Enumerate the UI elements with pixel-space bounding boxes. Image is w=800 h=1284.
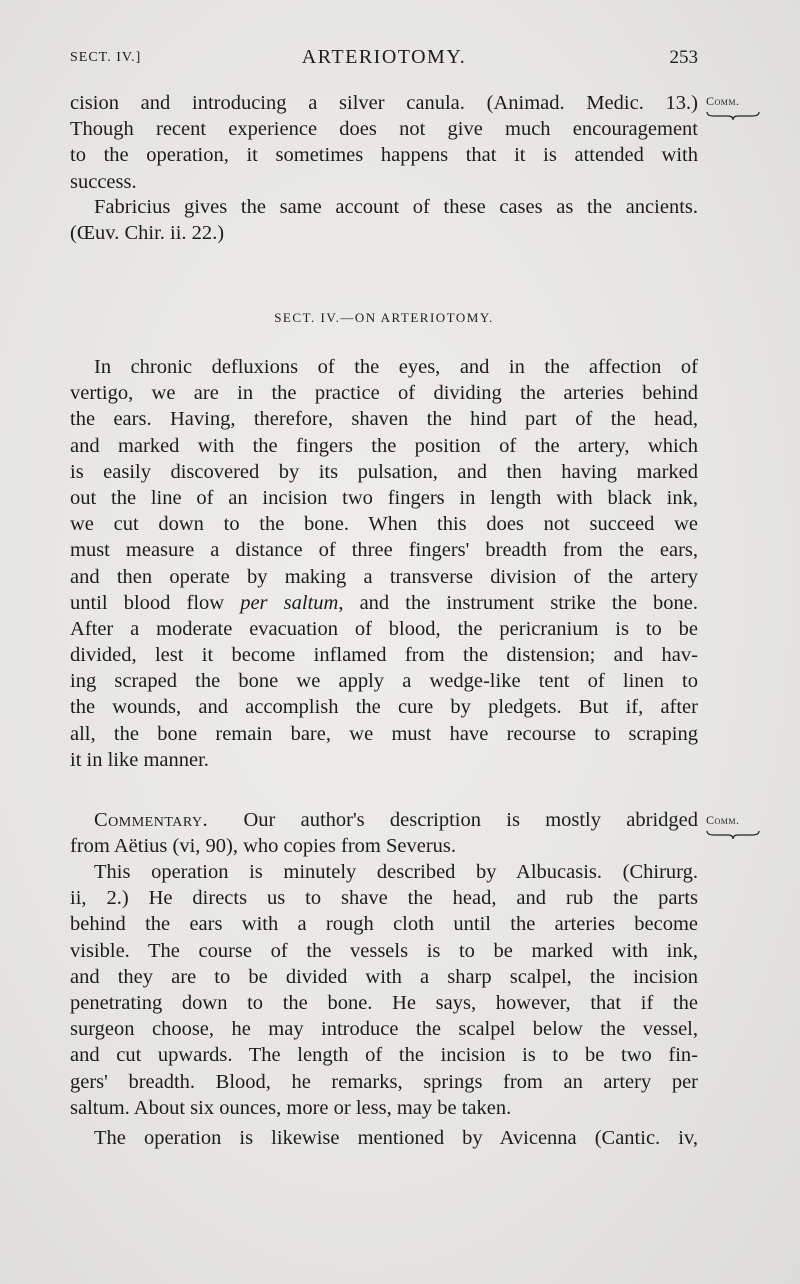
commentary-text: Our author's description is mostly abridged <box>243 809 698 831</box>
text-line: is easily discovered by its pulsation, and then having marked <box>70 460 698 483</box>
brace-icon <box>706 111 760 121</box>
text-line: saltum. About six ounces, more or less, may be taken. <box>70 1096 512 1119</box>
section-heading: SECT. IV.—ON ARTERIOTOMY. <box>274 310 494 325</box>
text-line: and they are to be divided with a sharp scalpel, the incision <box>70 965 698 988</box>
paragraph-5 <box>70 859 698 1121</box>
text-line: The operation is likewise mentioned by Avicenna (Cantic. iv, <box>94 1127 698 1149</box>
text-line: (Œuv. Chir. ii. 22.) <box>70 222 225 245</box>
text-line: and cut upwards. The length of the incision is to be two fin- <box>70 1044 698 1067</box>
commentary-paragraph <box>70 807 698 859</box>
text-line: In chronic defluxions of the eyes, and in the affection of <box>94 356 698 378</box>
text-line: Fabricius gives the same account of these cases as the ancients. <box>94 196 698 218</box>
text-line: ing scraped the bone we apply a wedge-like tent of linen to <box>70 670 698 693</box>
text-line: This operation is minutely described by Albucasis. (Chirurg. <box>94 861 698 883</box>
text-line: behind the ears with a rough cloth until the arteries become <box>70 913 698 936</box>
text-line: gers' breadth. Blood, he remarks, springs from an artery per <box>70 1070 698 1093</box>
text-line: divided, lest it become inflamed from the distension; and hav- <box>70 644 698 667</box>
page-number: 253 <box>669 47 698 68</box>
text-line: penetrating down to the bone. He says, however, that if the <box>70 991 698 1014</box>
text-line: the wounds, and accomplish the cure by pledgets. But if, after <box>70 696 698 719</box>
paragraph-1 <box>70 90 698 195</box>
margin-note-label: Comm. <box>706 813 740 827</box>
text-line: all, the bone remain bare, we must have recourse to scraping <box>70 722 698 745</box>
text-line: until blood flow per saltum, and the instrument strike the bone. <box>70 591 698 614</box>
text-line: must measure a distance of three fingers' breadth from the ears, <box>70 539 698 562</box>
paragraph-3 <box>70 354 698 773</box>
text-line: vertigo, we are in the practice of dividing the arteries behind <box>70 382 698 405</box>
text-line: success. <box>70 170 137 193</box>
text-line: we cut down to the bone. When this does not succeed we <box>70 513 698 536</box>
text-line: it in like manner. <box>70 748 209 771</box>
margin-note-commentary <box>706 813 760 840</box>
text-line: visible. The course of the vessels is to be marked with ink, <box>70 939 698 962</box>
text-line: After a moderate evacuation of blood, the pericranium is to be <box>70 617 698 640</box>
text-line: cision and introducing a silver canula. (Animad. Medic. 13.) <box>70 92 698 114</box>
text-line: to the operation, it sometimes happens that it is attended with <box>70 144 698 167</box>
text-line <box>70 807 698 833</box>
text-line: Though recent experience does not give much encouragement <box>70 118 698 141</box>
text-line: the ears. Having, therefore, shaven the hind part of the head, <box>70 408 698 431</box>
text-line: and marked with the fingers the position of the artery, which <box>70 434 698 457</box>
paragraph-2 <box>70 194 698 246</box>
header-title: ARTERIOTOMY. <box>301 46 467 68</box>
brace-icon <box>706 830 760 840</box>
text-line: surgeon choose, he may introduce the scalpel below the vessel, <box>70 1018 698 1041</box>
italic-phrase: per saltum <box>240 591 339 614</box>
running-header <box>70 46 698 72</box>
margin-note-label: Comm. <box>706 94 740 108</box>
text-line: out the line of an incision two fingers in length with black ink, <box>70 486 698 509</box>
header-section: SECT. IV.] <box>70 50 142 65</box>
commentary-lead: Commentary. <box>94 809 209 831</box>
text-line: from Aëtius (vi, 90), who copies from Severus. <box>70 835 457 858</box>
text-line: and then operate by making a transverse division of the artery <box>70 565 698 588</box>
text-line: ii, 2.) He directs us to shave the head, and rub the parts <box>70 887 698 910</box>
margin-note-commentary <box>706 94 760 121</box>
paragraph-6 <box>70 1125 698 1151</box>
